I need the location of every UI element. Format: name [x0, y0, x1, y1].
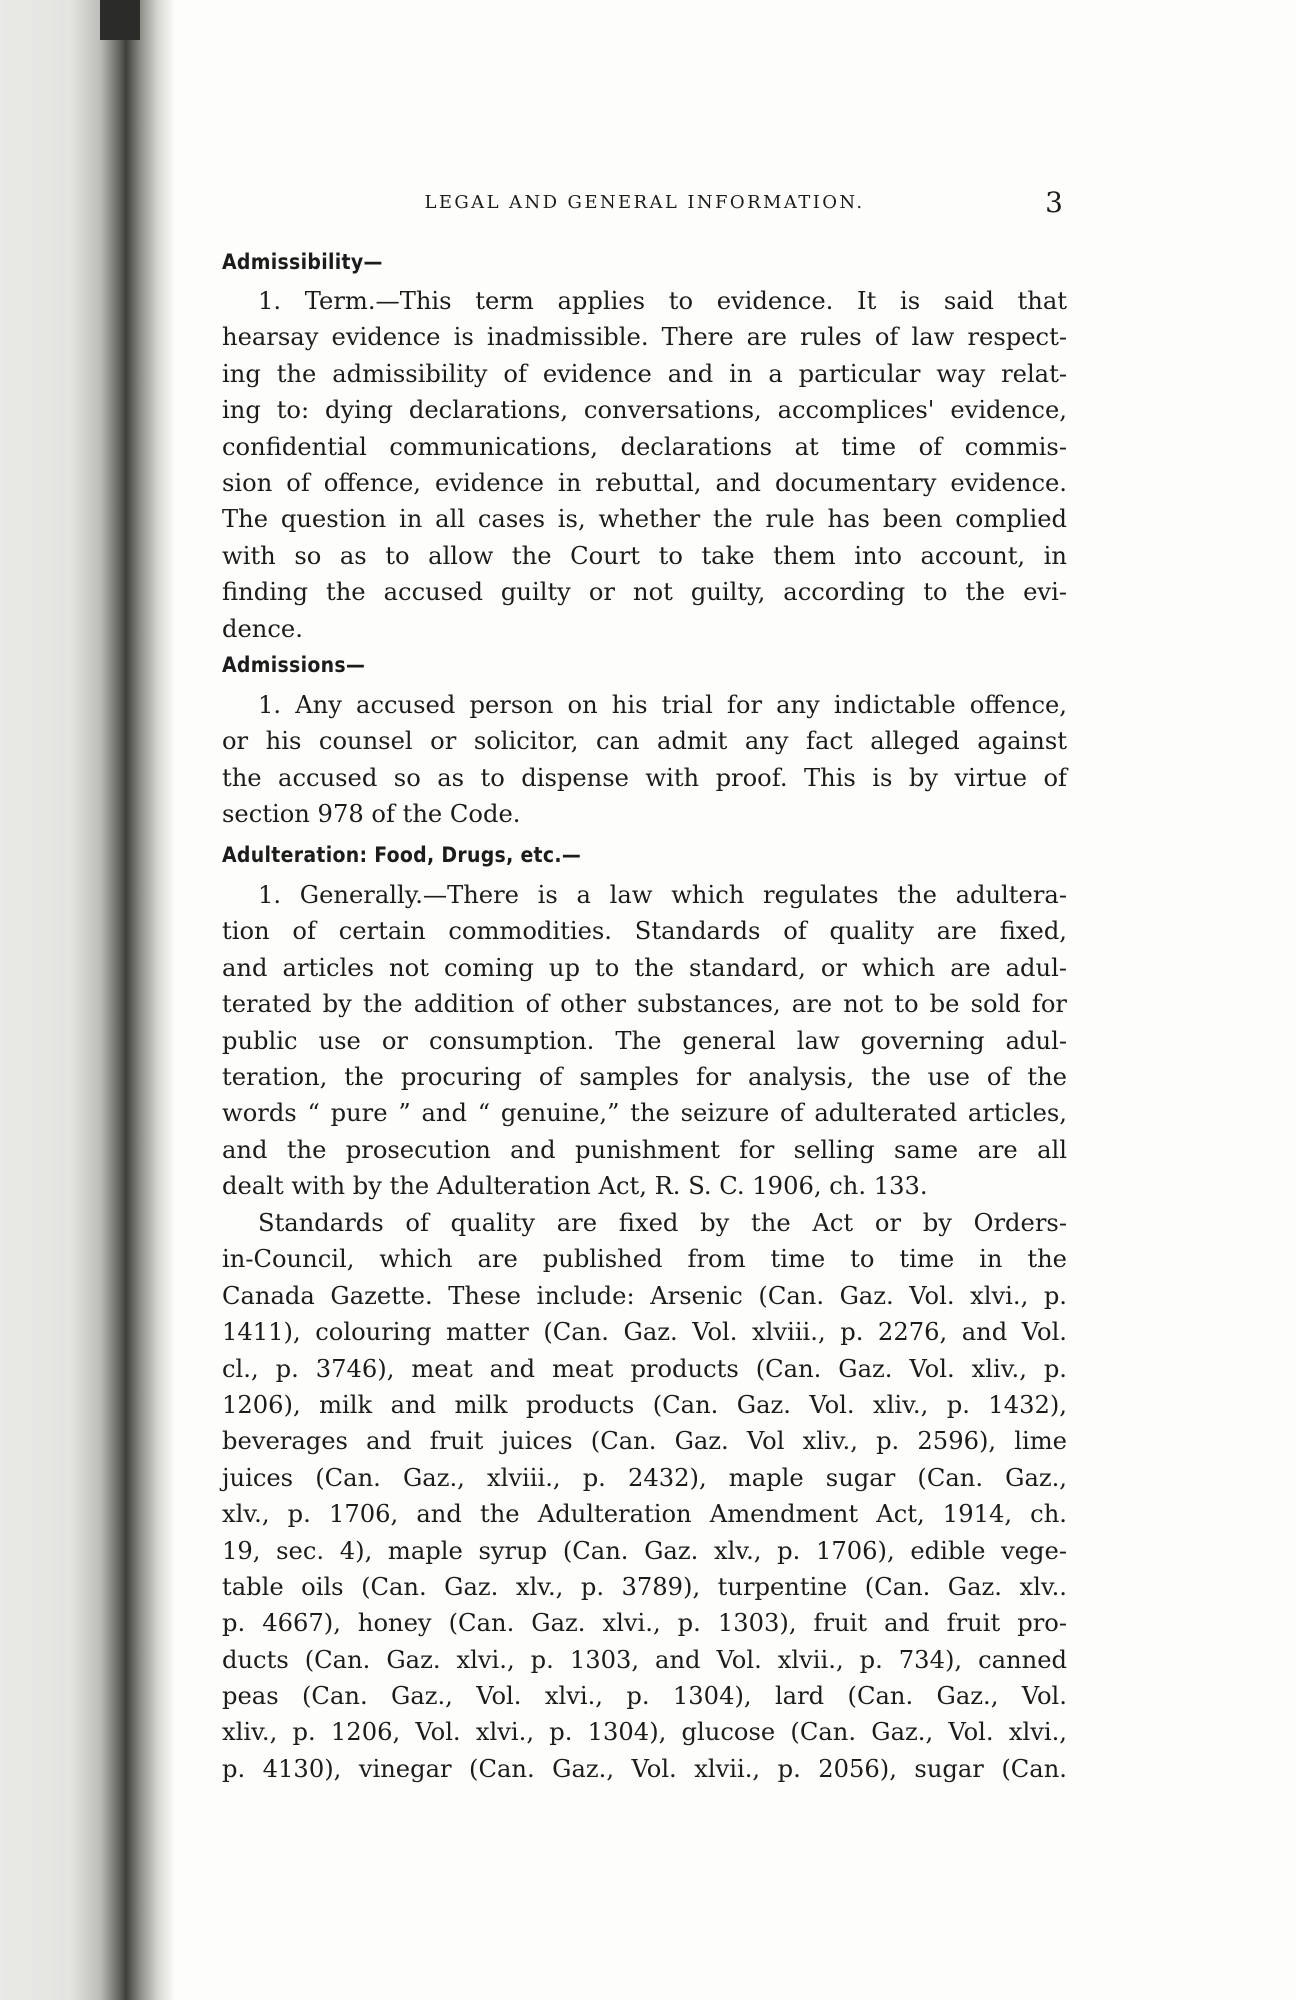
text-line: dence. [222, 614, 303, 643]
text-line: 19, sec. 4), maple syrup (Can. Gaz. xlv., p. 1706), edible vege- [222, 1536, 1067, 1565]
text-line: section 978 of the Code. [222, 800, 521, 829]
text-line: words “ pure ” and “ genuine,” the seizure of adulterated articles, [222, 1099, 1067, 1128]
text-line: dealt with by the Adulteration Act, R. S. C. 1906, ch. 133. [222, 1172, 928, 1201]
binding-shadow [0, 0, 175, 2000]
text-line: table oils (Can. Gaz. xlv., p. 3789), turpentine (Can. Gaz. xlv.. [222, 1572, 1067, 1601]
text-line: and articles not coming up to the standard, or which are adul- [222, 953, 1067, 982]
text-line: terated by the addition of other substances, are not to be sold for [222, 990, 1067, 1019]
text-line: or his counsel or solicitor, can admit any fact alleged against [222, 727, 1067, 756]
text-line: Standards of quality are fixed by the Act or by Orders- [258, 1209, 1067, 1237]
text-line: beverages and fruit juices (Can. Gaz. Vol xliv., p. 2596), lime [222, 1427, 1067, 1456]
text-line: xlv., p. 1706, and the Adulteration Amendment Act, 1914, ch. [222, 1500, 1067, 1529]
text-line: juices (Can. Gaz., xlviii., p. 2432), maple sugar (Can. Gaz., [222, 1463, 1067, 1492]
text-line: xliv., p. 1206, Vol. xlvi., p. 1304), glucose (Can. Gaz., Vol. xlvi., [222, 1718, 1067, 1747]
binding-shadow-top [100, 0, 140, 40]
book-page [222, 0, 1067, 2000]
section-heading-adulteration: Adulteration: Food, Drugs, etc.— [222, 843, 582, 867]
text-line: cl., p. 3746), meat and meat products (Can. Gaz. Vol. xliv., p. [222, 1354, 1067, 1383]
text-line: with so as to allow the Court to take them into account, in [222, 541, 1067, 570]
paragraph-admissibility-term [222, 283, 1067, 647]
running-head [222, 186, 1067, 222]
text-line: p. 4667), honey (Can. Gaz. xlvi., p. 1303), fruit and fruit pro- [222, 1609, 1067, 1638]
text-line: in-Council, which are published from time to time in the [222, 1245, 1067, 1274]
text-line: 1. Generally.—There is a law which regulates the adultera- [258, 881, 1067, 909]
text-line: ducts (Can. Gaz. xlvi., p. 1303, and Vol. xlvii., p. 734), canned [222, 1645, 1067, 1674]
text-line: sion of offence, evidence in rebuttal, and documentary evidence. [222, 468, 1067, 497]
page-number: 3 [1045, 186, 1063, 219]
text-line: tion of certain commodities. Standards of quality are fixed, [222, 917, 1067, 946]
text-line: confidential communications, declarations at time of commis- [222, 432, 1067, 461]
paragraph-admissions [222, 687, 1067, 833]
text-line: public use or consumption. The general law governing adul- [222, 1026, 1067, 1055]
text-line: ing the admissibility of evidence and in a particular way relat- [222, 359, 1067, 388]
text-line: 1. Any accused person on his trial for any indictable offence, [258, 691, 1067, 719]
section-heading-admissibility: Admissibility— [222, 250, 383, 274]
text-line: peas (Can. Gaz., Vol. xlvi., p. 1304), lard (Can. Gaz., Vol. [222, 1682, 1067, 1711]
section-heading-admissions: Admissions— [222, 653, 366, 677]
text-line: The question in all cases is, whether the rule has been complied [222, 505, 1067, 534]
text-line: 1411), colouring matter (Can. Gaz. Vol. xlviii., p. 2276, and Vol. [222, 1318, 1067, 1347]
text-line: hearsay evidence is inadmissible. There are rules of law respect- [222, 323, 1067, 352]
text-line: finding the accused guilty or not guilty, according to the evi- [222, 578, 1067, 607]
text-line: Canada Gazette. These include: Arsenic (Can. Gaz. Vol. xlvi., p. [222, 1281, 1067, 1310]
paragraph-adulteration-generally [222, 877, 1067, 1205]
text-line: the accused so as to dispense with proof. This is by virtue of [222, 763, 1067, 792]
text-line: teration, the procuring of samples for analysis, the use of the [222, 1062, 1067, 1091]
text-line: 1206), milk and milk products (Can. Gaz. Vol. xliv., p. 1432), [222, 1390, 1067, 1419]
text-line: p. 4130), vinegar (Can. Gaz., Vol. xlvii., p. 2056), sugar (Can. [222, 1754, 1067, 1783]
text-line: 1. Term.—This term applies to evidence. It is said that [258, 287, 1067, 315]
text-line: and the prosecution and punishment for selling same are all [222, 1135, 1067, 1164]
paragraph-standards-of-quality [222, 1205, 1067, 1787]
running-title: LEGAL AND GENERAL INFORMATION. [424, 192, 865, 213]
text-line: ing to: dying declarations, conversations, accomplices' evidence, [222, 396, 1067, 425]
